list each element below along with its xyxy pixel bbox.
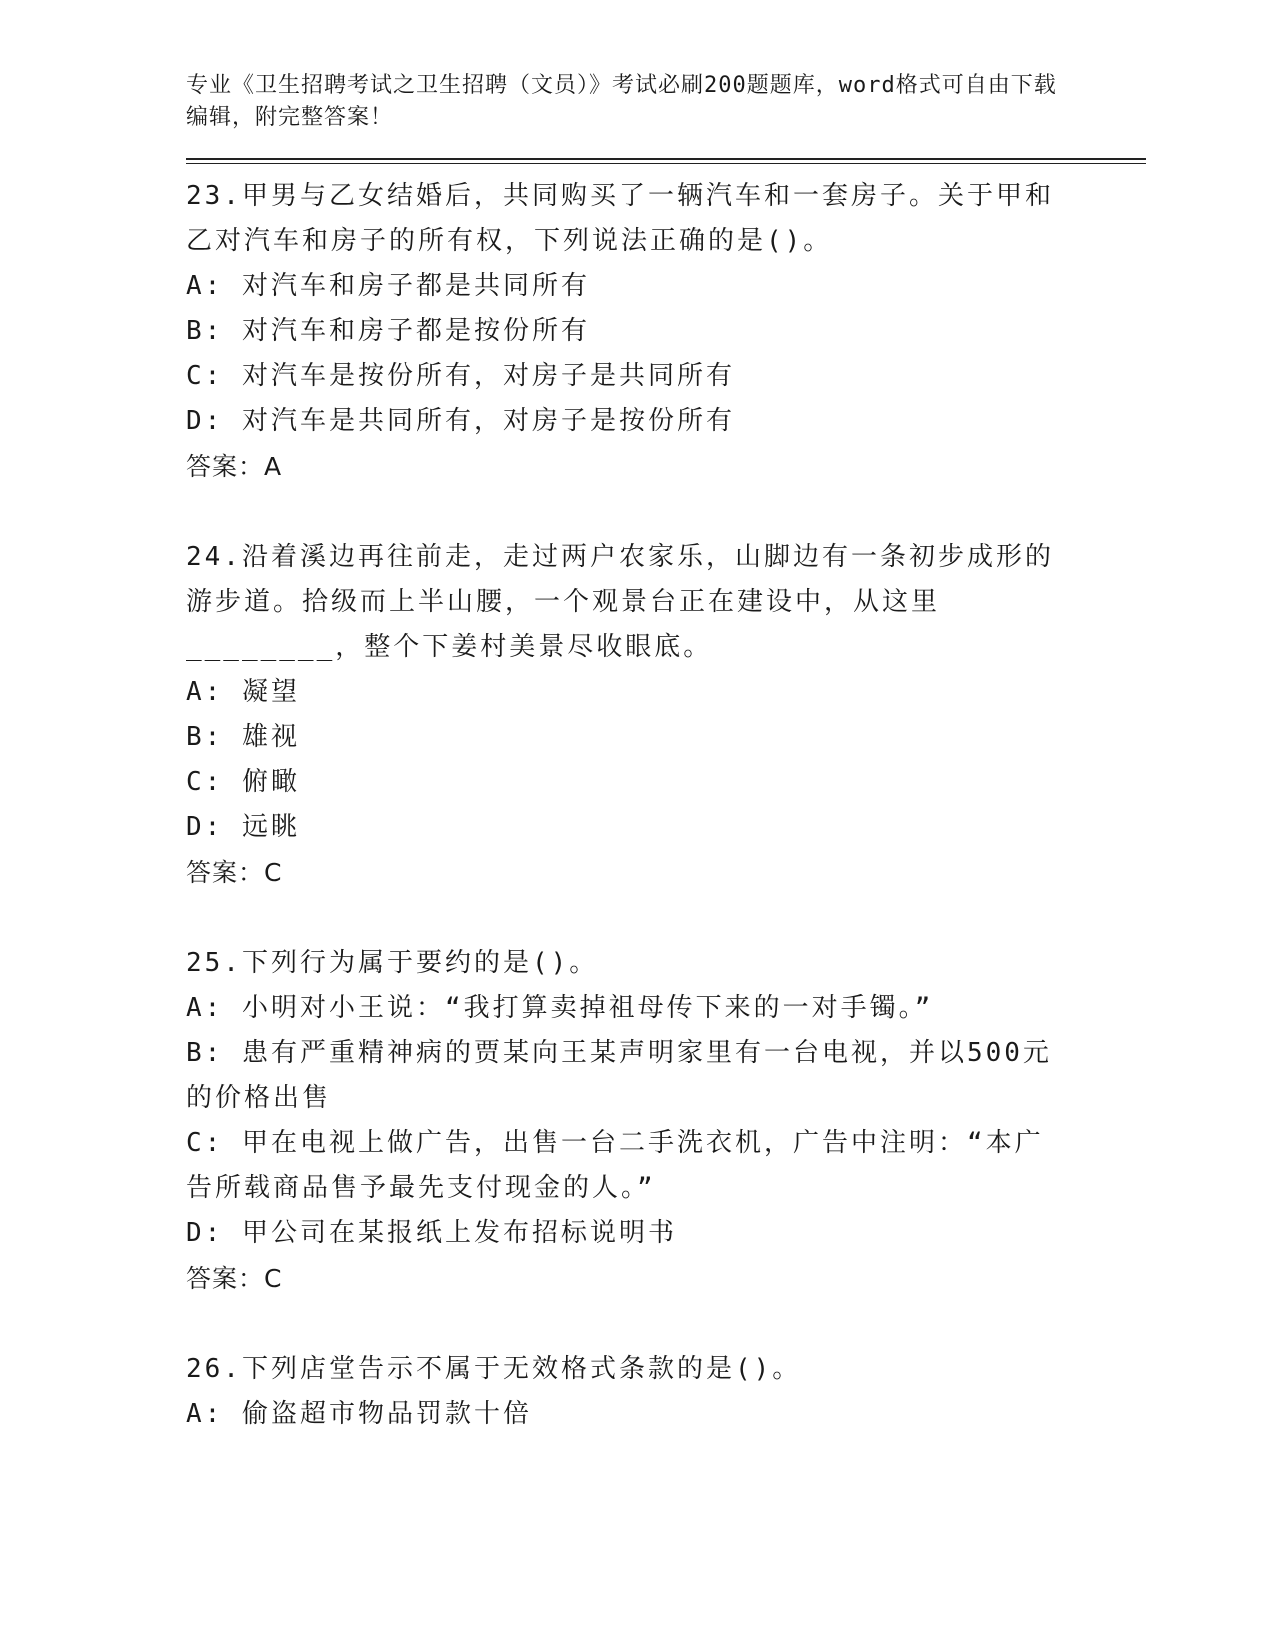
question-stem: 26.下列店堂告示不属于无效格式条款的是()。 bbox=[186, 1354, 802, 1384]
question-list bbox=[186, 174, 1156, 1437]
option-d: D: 远眺 bbox=[186, 812, 300, 842]
option-b: B: 对汽车和房子都是按份所有 bbox=[186, 316, 590, 346]
answer-line: 答案：C bbox=[186, 858, 283, 887]
question-24 bbox=[186, 535, 1156, 895]
document-page bbox=[186, 70, 1156, 1483]
option-d: D: 对汽车是共同所有，对房子是按份所有 bbox=[186, 406, 735, 436]
question-23 bbox=[186, 174, 1156, 489]
question-stem: 23.甲男与乙女结婚后，共同购买了一辆汽车和一套房子。关于甲和乙对汽车和房子的所有权，下列说法正确的是()。 bbox=[186, 181, 1054, 256]
option-c: C: 对汽车是按份所有，对房子是共同所有 bbox=[186, 361, 735, 391]
question-stem: 25.下列行为属于要约的是()。 bbox=[186, 948, 599, 978]
answer-line: 答案：C bbox=[186, 1264, 283, 1293]
option-a: A: 偷盗超市物品罚款十倍 bbox=[186, 1399, 532, 1429]
option-b: B: 雄视 bbox=[186, 722, 300, 752]
header-divider bbox=[186, 158, 1146, 164]
option-c: C: 俯瞰 bbox=[186, 767, 300, 797]
question-25 bbox=[186, 941, 1156, 1301]
option-c: C: 甲在电视上做广告，出售一台二手洗衣机，广告中注明：“本广告所载商品售予最先支付现金的人。” bbox=[186, 1128, 1044, 1203]
question-26 bbox=[186, 1347, 1156, 1437]
option-a: A: 小明对小王说：“我打算卖掉祖母传下来的一对手镯。” bbox=[186, 993, 934, 1023]
option-d: D: 甲公司在某报纸上发布招标说明书 bbox=[186, 1218, 677, 1248]
option-a: A: 凝望 bbox=[186, 677, 300, 707]
option-a: A: 对汽车和房子都是共同所有 bbox=[186, 271, 590, 301]
option-b: B: 患有严重精神病的贾某向王某声明家里有一台电视，并以500元的价格出售 bbox=[186, 1038, 1052, 1113]
question-stem: 24.沿着溪边再往前走，走过两户农家乐，山脚边有一条初步成形的游步道。拾级而上半山腰，一个观景台正在建设中，从这里________，整个下姜村美景尽收眼底。 bbox=[186, 542, 1054, 662]
answer-line: 答案：A bbox=[186, 452, 283, 481]
document-header: 专业《卫生招聘考试之卫生招聘（文员）》考试必刷200题题库，word格式可自由下载编辑，附完整答案！ bbox=[186, 73, 1057, 130]
